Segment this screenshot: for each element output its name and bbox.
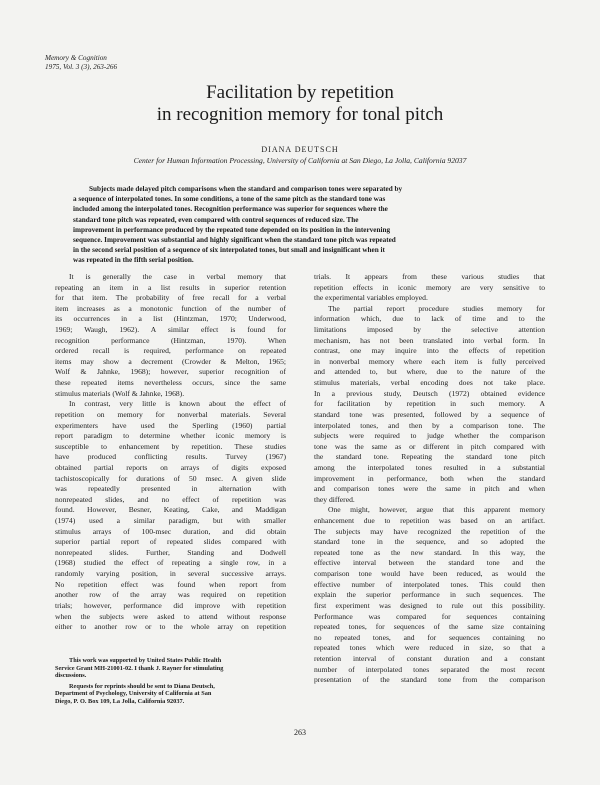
- body-line: repeated tone as the new standard. In this way, the: [314, 547, 545, 557]
- body-line: repetition on memory for nonverbal materials. Several: [55, 409, 286, 419]
- body-line: first experiment was designed to rule out this possibility.: [314, 600, 545, 610]
- title-line-1: Facilitation by repetition: [206, 82, 394, 103]
- body-line: they differed.: [314, 494, 355, 504]
- body-line: enhancement due to repetition was based on an artifact.: [314, 516, 545, 526]
- body-line: In a previous study, Deutsch (1972) obtained evidence: [314, 388, 545, 398]
- body-line: and comparison tones were the same in pitch and when: [314, 484, 545, 494]
- body-line: no repeated tones, and for sequences containing no: [314, 632, 545, 642]
- abstract-line: in the second serial position of a sequence of six interpolated tones, but small and insignificant when it: [73, 246, 385, 255]
- footnotes: [55, 657, 286, 705]
- journal-volume: 1975, Vol. 3 (3), 263-266: [45, 63, 118, 71]
- footnote-line: discussions.: [55, 672, 87, 679]
- body-line: repeated tones, for sequences of the same size containing: [314, 622, 545, 632]
- footnote-line: Diego, P. O. Box 109, La Jolla, California 92037.: [55, 697, 185, 705]
- body-line: among the interpolated tones resulted in a substantial: [314, 462, 545, 472]
- body-line: repetition effects in iconic memory are very sensitive to: [314, 282, 545, 292]
- body-line: stimulus materials, verbal encoding does not take place.: [314, 378, 545, 388]
- body-line: in nonverbal memory where each item is fully perceived: [314, 356, 545, 366]
- body-line: effective number of interpolated tones. This could then: [314, 579, 545, 589]
- body-line: presentation of the standard tone from the comparison: [314, 675, 545, 685]
- abstract-line: a sequence of interpolated tones. In some conditions, a tone of the same pitch as the standard tone was: [73, 195, 386, 204]
- abstract-line: improvement in performance produced by the repeated tone depended on its position in the intervening: [73, 225, 391, 234]
- body-line: trials; however, performance did improve with repetition: [55, 600, 286, 610]
- body-line: superior partial report of repeated slides compared with: [55, 537, 286, 547]
- journal-name: Memory & Cognition: [45, 54, 107, 62]
- body-line: No repetition effect was found when report from: [55, 579, 286, 589]
- body-line: The partial report procedure studies memory for: [328, 303, 545, 313]
- body-line: subjects were required to judge whether the comparison: [314, 431, 545, 441]
- body-line: found. However, Besner, Keating, Cake, and Maddigan: [55, 505, 286, 515]
- body-line: (1968) studied the effect of repeating a single row, in a: [55, 558, 286, 568]
- body-line: trials. It appears from these various studies that: [314, 272, 545, 281]
- body-line: retention interval of constant duration and a constant: [314, 653, 545, 663]
- body-line: In contrast, very little is known about the effect of: [69, 399, 286, 409]
- body-line: standard tone was presented, followed by a sequence of: [314, 409, 545, 419]
- body-line: randomly varying position, in several successive arrays.: [55, 569, 286, 579]
- body-line: items may show a decrement (Crowder & Melton, 1965;: [55, 356, 286, 366]
- body-line: limitations imposed by the selective attention: [314, 325, 545, 335]
- body-line: interpolated tones, and then by a comparison tone. The: [314, 420, 545, 430]
- body-line: mechanism, has not been translated into verbal form. In: [314, 335, 545, 345]
- article-title: [0, 82, 600, 126]
- body-line: Performance was compared for sequences containing: [314, 611, 545, 621]
- body-line: explain the superior performance in such sequences. The: [314, 590, 545, 600]
- body-line: the experimental variables employed.: [314, 293, 428, 303]
- body-line: when the subjects were asked to attend without response: [55, 611, 286, 621]
- body-line: recognition performance (Hintzman, 1970). When: [55, 335, 286, 345]
- body-line: nonrepeated slides, and no effect of repetition was: [55, 494, 286, 504]
- body-line: The subjects may have recognized the repetition of the: [314, 526, 545, 536]
- body-line: either to another row or to the whole array on repetition: [55, 622, 286, 632]
- abstract-line: Subjects made delayed pitch comparisons when the standard and comparison tones were separated by: [89, 185, 403, 193]
- body-line: Wolf & Jahnke, 1968); however, superior recognition of: [55, 367, 286, 377]
- title-line-2: in recognition memory for tonal pitch: [156, 104, 444, 125]
- footnote-line: This work was supported by United States Public Health: [69, 657, 222, 664]
- abstract-line: sequence. Improvement was substantial and highly significant when the standard tone pitch was repeated: [73, 236, 396, 245]
- author-name: DIANA DEUTSCH: [261, 145, 339, 154]
- body-line: experimenters have used the Sperling (1960) partial: [55, 420, 286, 430]
- author-affiliation: Center for Human Information Processing, University of California at San Diego, La Jolla, California 92037: [133, 156, 467, 165]
- footnote-line: Requests for reprints should be sent to Diana Deutsch,: [69, 682, 215, 690]
- body-line: for facilitation by repetition in such memory. A: [314, 399, 545, 409]
- body-line: stimulus arrays of 100-msec duration, and did obtain: [55, 526, 286, 536]
- right-column: [314, 272, 545, 686]
- body-line: comparison tone would have been reduced, as would the: [314, 569, 545, 579]
- journal-citation: [45, 54, 117, 72]
- body-line: and attended to, but where, due to the nature of the: [314, 367, 545, 377]
- body-line: One might, however, argue that this apparent memory: [328, 505, 545, 515]
- body-line: number of interpolated tones separated the most recent: [314, 664, 545, 674]
- body-line: these repeated items nevertheless occurs, since the same: [55, 378, 286, 388]
- abstract-line: standard tone pitch was repeated, even compared with control sequences of reduced size. The: [73, 215, 359, 224]
- body-line: tachistoscopically for durations of 50 msec. A given slide: [55, 473, 286, 483]
- footnote-line: Department of Psychology, University of California at San: [55, 690, 212, 697]
- page-number: 263: [294, 728, 306, 737]
- body-line: susceptible to enhancement by repetition. These studies: [55, 441, 286, 451]
- body-line: standard tone in the sequence, and so adopted the: [314, 537, 545, 547]
- body-line: another row of the array was required on repetition: [55, 590, 286, 600]
- body-line: stimulus materials (Wolf & Jahnke, 1968).: [55, 388, 185, 398]
- body-line: have produced conflicting results. Turvey (1967): [55, 452, 286, 462]
- abstract-line: was repeated in the fifth serial position.: [73, 256, 194, 265]
- body-line: improvement in performance, both when the standard: [314, 473, 545, 483]
- body-line: ordered recall is required, performance on repeated: [55, 346, 286, 356]
- body-line: 1969; Waugh, 1962). A similar effect is found for: [55, 325, 286, 335]
- left-column: [55, 272, 286, 633]
- body-line: nonrepeated slides. Further, Standing and Dodwell: [55, 547, 286, 557]
- body-line: its occurrences in a list (Hintzman, 1970; Underwood,: [55, 314, 286, 324]
- body-line: information which, due to lack of time and to the: [314, 314, 545, 324]
- body-line: contrast, one may inquire into the effects of repetition: [314, 346, 545, 356]
- body-line: repeating an item in a list results in superior retention: [55, 282, 286, 292]
- body-line: was repeatedly presented in alternation with: [55, 484, 286, 494]
- abstract: [73, 184, 527, 266]
- body-line: effective interval between the standard tone and the: [314, 558, 545, 568]
- body-line: item increases as a monotonic function of the number of: [55, 303, 286, 313]
- abstract-line: included among the interpolated tones. Recognition performance was superior for sequences where the: [73, 205, 388, 214]
- body-line: for that item. The probability of free recall for a verbal: [55, 293, 286, 303]
- body-line: report paradigm to determine whether iconic memory is: [55, 431, 286, 441]
- body-line: the standard tone. Repeating the standard tone pitch: [314, 452, 545, 462]
- footnote-line: Service Grant MH-21001-02. I thank J. Rayner for stimulating: [55, 664, 224, 672]
- body-line: obtained partial reports on arrays of digits exposed: [55, 462, 286, 472]
- body-line: tone was the same as or different in pitch compared with: [314, 441, 545, 451]
- body-line: (1974) used a similar paradigm, but with smaller: [55, 516, 286, 526]
- body-line: It is generally the case in verbal memory that: [69, 272, 286, 281]
- body-line: repeated tones which were reduced in size, so that a: [314, 643, 545, 653]
